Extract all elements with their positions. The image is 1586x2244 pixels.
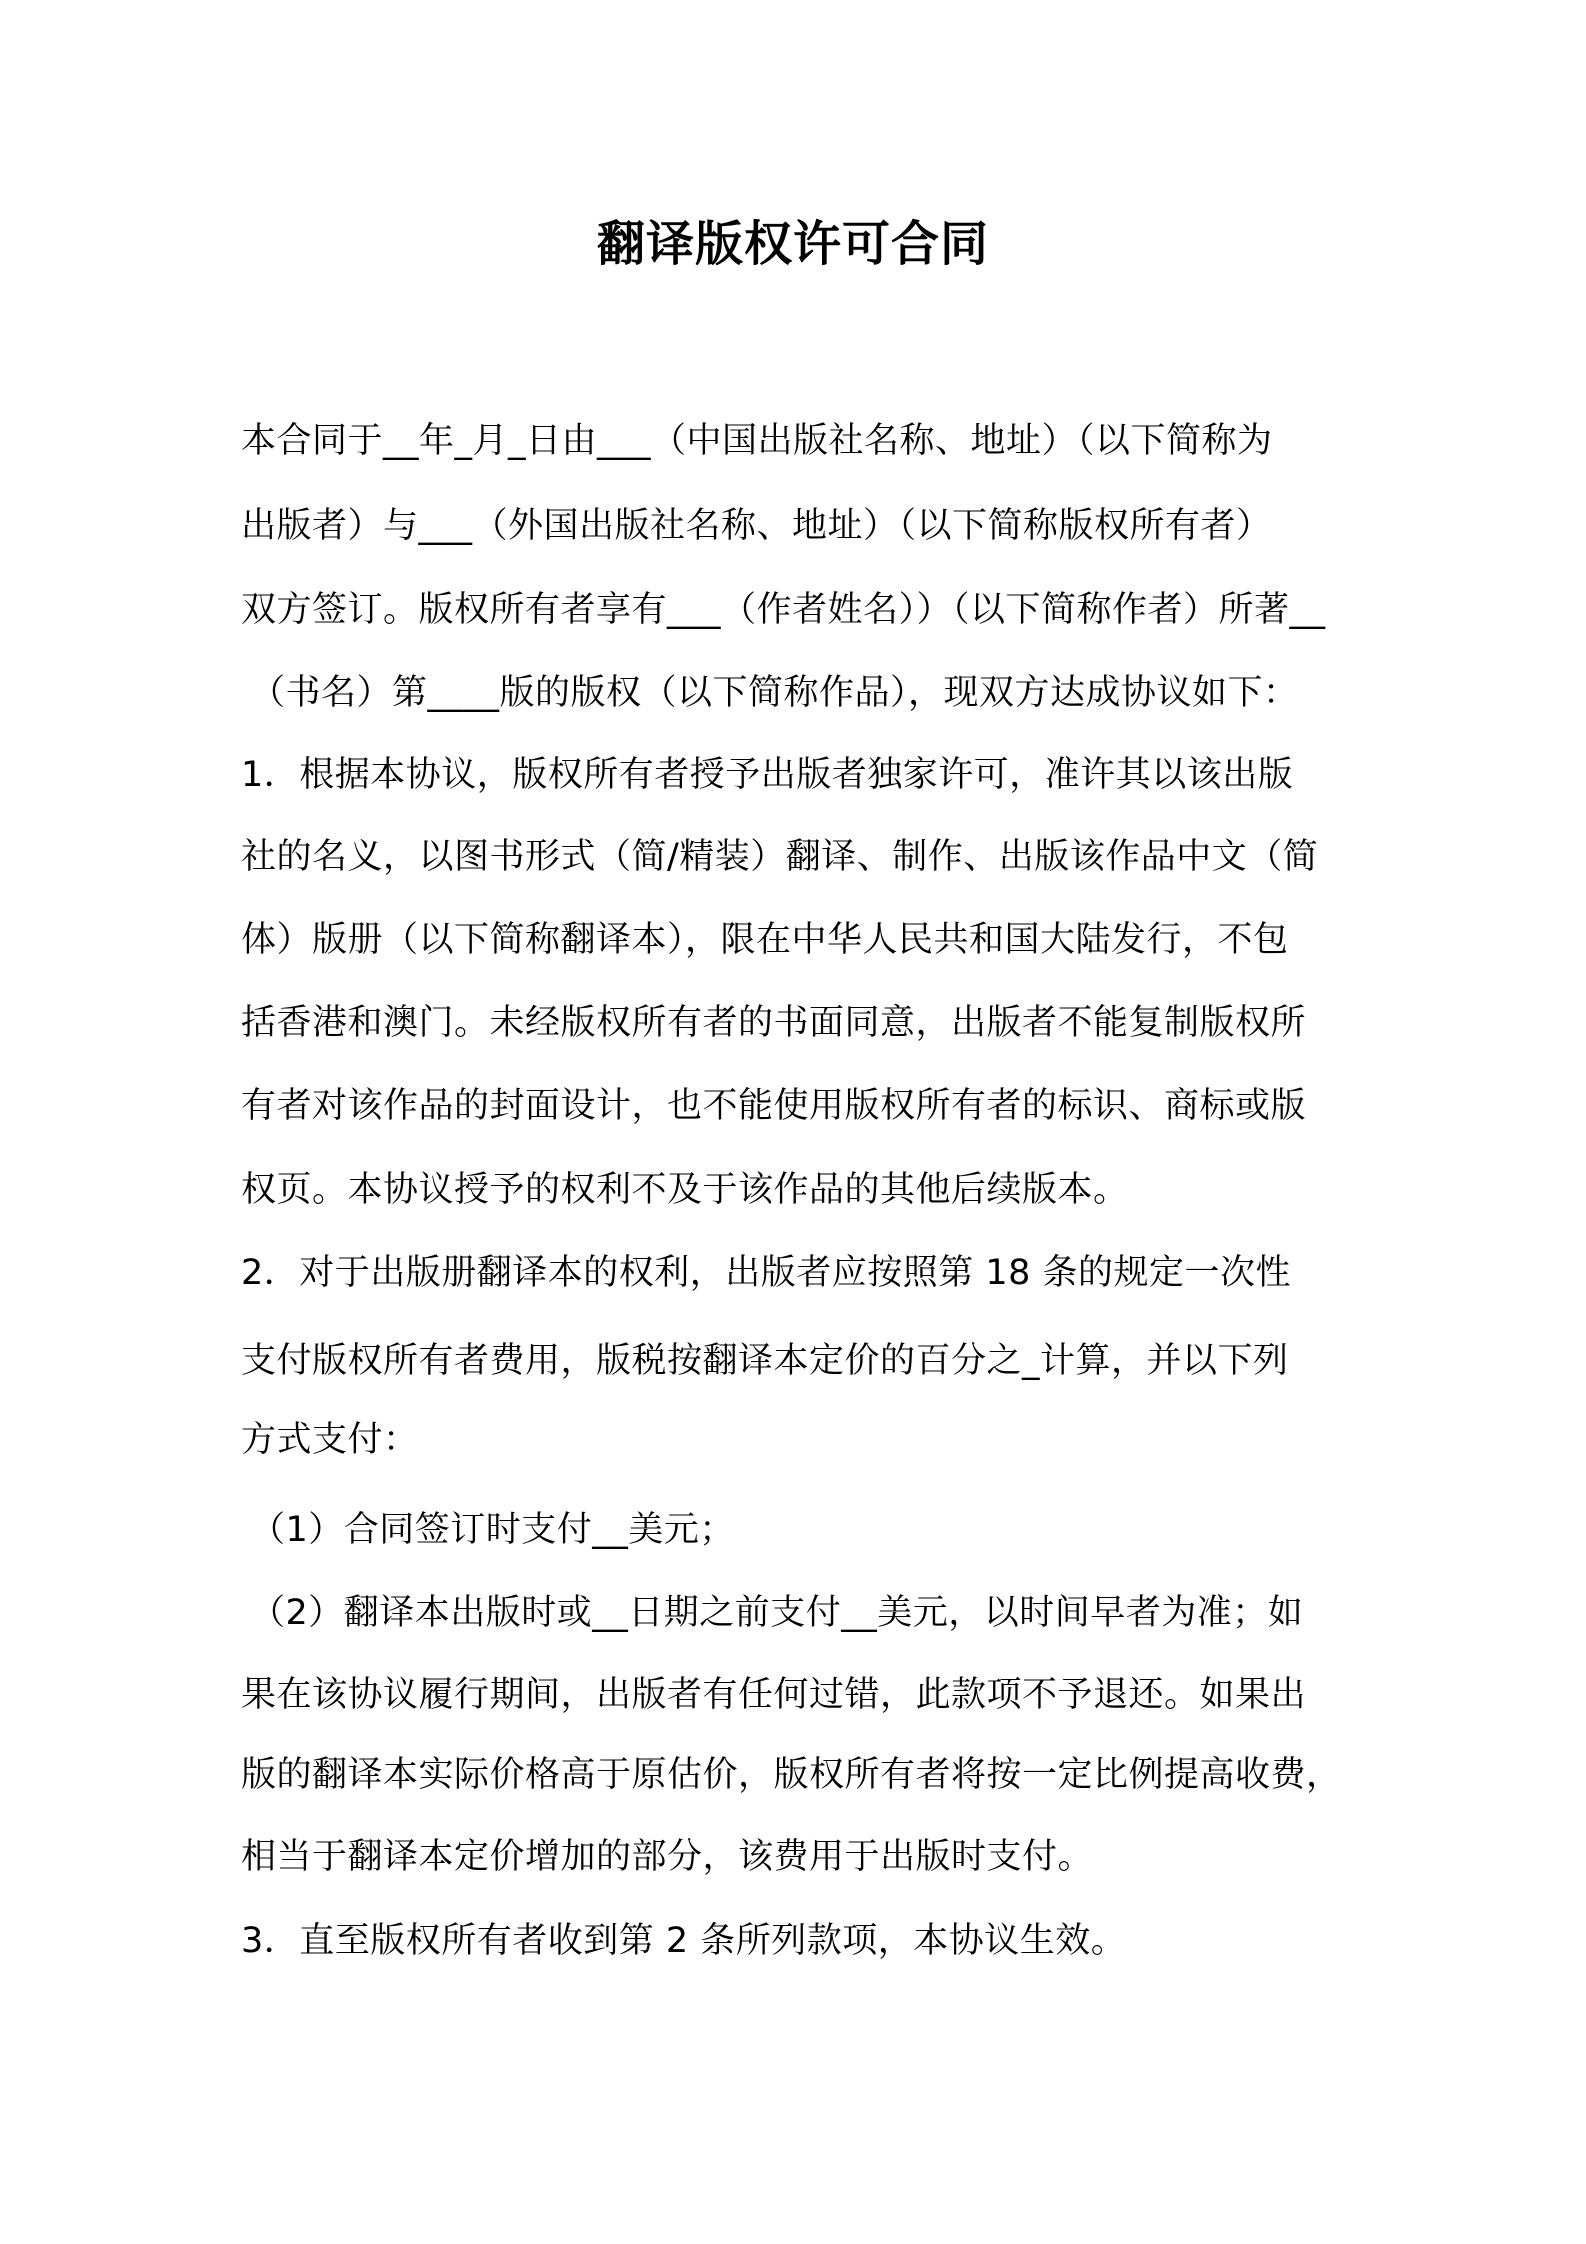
clause-2-item-2-line-2: 果在该协议履行期间，出版者有任何过错，此款项不予退还。如果出 xyxy=(241,1675,1307,1715)
clause-1-line-1: 1．根据本协议，版权所有者授予出版者独家许可，准许其以该出版 xyxy=(241,755,1294,795)
paragraph-intro-line-2: 出版者）与___（外国出版社名称、地址）（以下简称版权所有者） xyxy=(241,506,1272,546)
paragraph-intro-line-1: 本合同于__年_月_日由___（中国出版社名称、地址）（以下简称为 xyxy=(241,421,1273,461)
clause-3-line-1: 3．直至版权所有者收到第 2 条所列款项，本协议生效。 xyxy=(241,1921,1127,1961)
clause-1-line-4: 括香港和澳门。未经版权所有者的书面同意，出版者不能复制版权所 xyxy=(241,1003,1307,1043)
clause-2-line-3: 方式支付： xyxy=(241,1420,419,1460)
clause-2-line-1: 2．对于出版册翻译本的权利，出版者应按照第 18 条的规定一次性 xyxy=(241,1253,1292,1293)
paragraph-intro-line-3: 双方签订。版权所有者享有___（作者姓名））（以下简称作者）所著__ xyxy=(241,590,1326,630)
clause-2-line-2: 支付版权所有者费用，版税按翻译本定价的百分之_计算，并以下列 xyxy=(241,1341,1289,1381)
clause-2-item-1: （1）合同签订时支付__美元； xyxy=(250,1510,735,1550)
clause-1-line-5: 有者对该作品的封面设计，也不能使用版权所有者的标识、商标或版 xyxy=(241,1086,1307,1126)
clause-1-line-3: 体）版册（以下简称翻译本），限在中华人民共和国大陆发行，不包 xyxy=(241,920,1289,960)
paragraph-intro-line-4: （书名）第____版的版权（以下简称作品），现双方达成协议如下： xyxy=(250,673,1299,713)
clause-1-line-2: 社的名义，以图书形式（简/精装）翻译、制作、出版该作品中文（简 xyxy=(241,837,1319,877)
clause-1-line-6: 权页。本协议授予的权利不及于该作品的其他后续版本。 xyxy=(241,1170,1129,1210)
clause-2-item-2-line-3: 版的翻译本实际价格高于原估价，版权所有者将按一定比例提高收费， xyxy=(241,1755,1342,1795)
document-title: 翻译版权许可合同 xyxy=(596,216,989,272)
clause-2-item-2-line-4: 相当于翻译本定价增加的部分，该费用于出版时支付。 xyxy=(241,1837,1094,1877)
clause-2-item-2-line-1: （2）翻译本出版时或__日期之前支付__美元，以时间早者为准；如 xyxy=(250,1593,1304,1633)
